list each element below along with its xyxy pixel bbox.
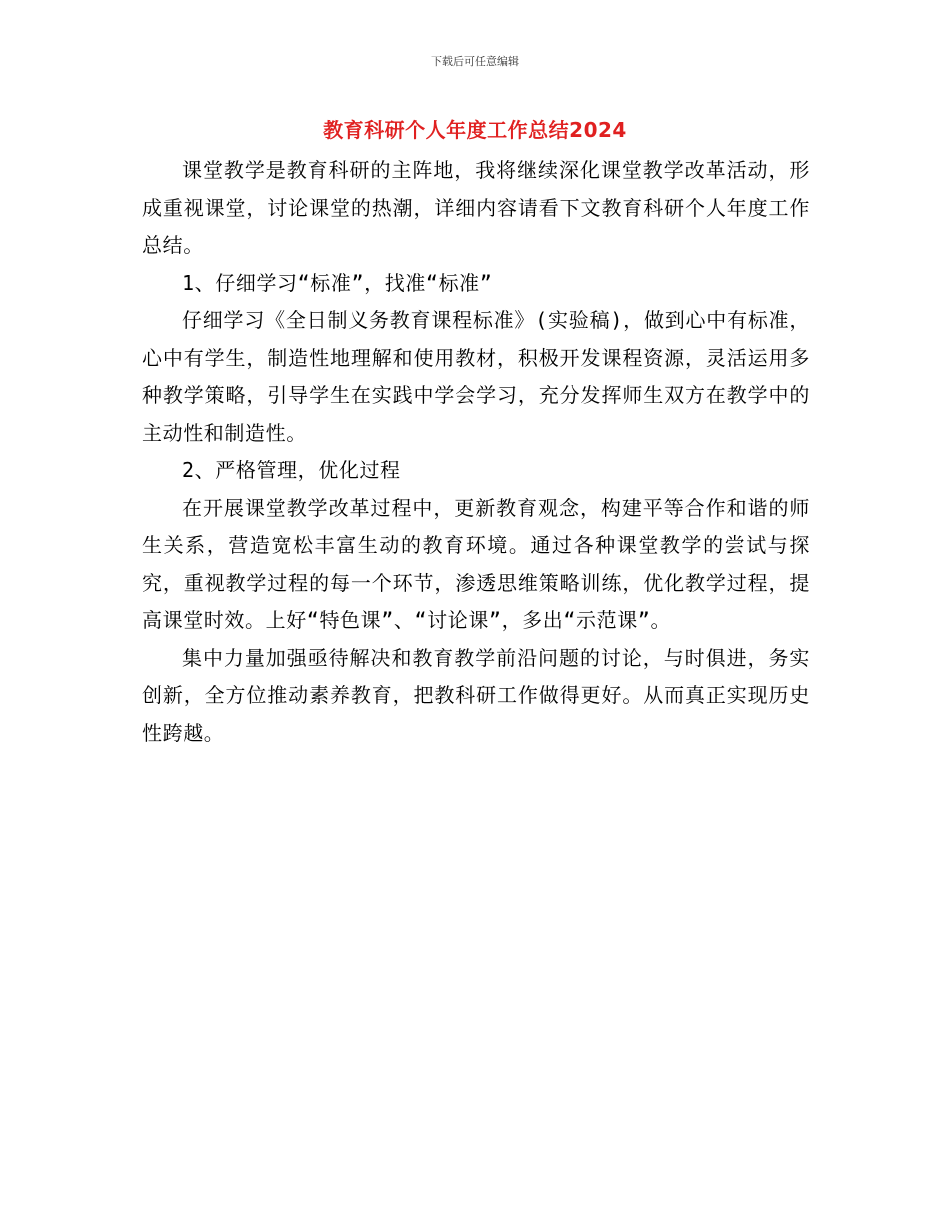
paragraph-standards: 仔细学习《全日制义务教育课程标准》(实验稿)，做到心中有标准，心中有学生，制造性地理解和使用教材，积极开发课程资源，灵活运用多种教学策略，引导学生在实践中学会学习，充分发挥师生双方在教学中的主动性和制造性。: [142, 308, 810, 445]
paragraph-process: 在开展课堂教学改革过程中，更新教育观念，构建平等合作和谐的师生关系，营造宽松丰富生动的教育环境。通过各种课堂教学的尝试与探究，重视教学过程的每一个环节，渗透思维策略训练，优化教学过程，提高课堂时效。上好“特色课”、“讨论课”，多出“示范课”。: [142, 495, 810, 632]
document-body: [142, 152, 810, 752]
document-title: 教育科研个人年度工作总结2024: [323, 118, 627, 142]
paragraph-intro: 课堂教学是教育科研的主阵地，我将继续深化课堂教学改革活动，形成重视课堂，讨论课堂的热潮，详细内容请看下文教育科研个人年度工作总结。: [142, 158, 810, 257]
header-note: 下载后可任意编辑: [431, 55, 519, 68]
section-heading-1: 1、仔细学习“标准”，找准“标准”: [182, 270, 493, 295]
section-heading-2: 2、严格管理，优化过程: [182, 458, 401, 482]
paragraph-conclusion: 集中力量加强亟待解决和教育教学前沿问题的讨论，与时俱进，务实创新，全方位推动素养教育，把教科研工作做得更好。从而真正实现历史性跨越。: [142, 645, 810, 745]
